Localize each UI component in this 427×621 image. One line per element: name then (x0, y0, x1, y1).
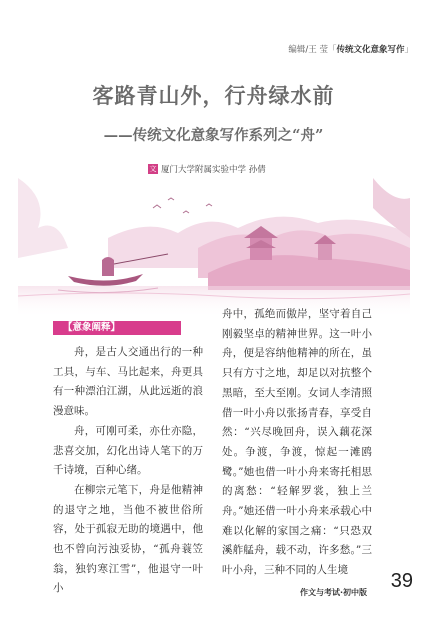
body-column-left (53, 343, 203, 599)
author-line (148, 163, 266, 175)
editor-credit: 编辑/王 莹 (288, 45, 328, 55)
article-title: 客路青山外，行舟绿水前 (92, 83, 335, 108)
article-subtitle: ——传统文化意象写作系列之“舟” (103, 127, 324, 144)
paragraph: 舟中，孤绝而傲岸，坚守着自己刚毅坚卓的精神世界。这一叶小舟，便是容纳他精神的所在，虽只有方寸之地，却足以对抗整个黑暗，至大至刚。女词人李清照借一叶小舟以张扬青春，享受自然：“兴尽晚回舟，误入藕花深处。争渡，争渡，惊起一滩鸥鹭。”她也借一叶小舟来寄托相思的离愁：“轻解罗裳，独上兰舟。”她还借一叶小舟来承载心中难以化解的家国之痛：“只恐双溪舴艋舟，载不动，许多愁。”三叶小舟，三种不同的人生境 (222, 308, 372, 577)
publication-name: 作文与考试·初中版 (299, 588, 367, 597)
column-name: 传统文化意象写作 (336, 45, 405, 55)
page-header: 编辑/王 莹「传统文化意象写作」 (288, 45, 413, 55)
boat-landscape-illustration (18, 178, 410, 318)
paragraph: 舟，可刚可柔，亦仕亦隐，悲喜交加，幻化出诗人笔下的万千诗境，百种心绪。 (53, 424, 203, 477)
author-badge: 文 (149, 165, 157, 173)
paragraph: 舟，是古人交通出行的一种工具，与车、马比起来，舟更具有一种漂泊江湖，从此远逝的浪漫意味。 (53, 346, 203, 418)
page-number: 39 (390, 570, 413, 592)
section-tag: 【意象阐释】 (53, 321, 181, 335)
author-name: 厦门大学附属实验中学 孙倩 (161, 165, 266, 175)
body-column-right (222, 305, 372, 581)
paragraph: 在柳宗元笔下，舟是他精神的退守之地，当他不被世俗所容，处于孤寂无助的境遇中，他也不曾向污浊妥协，“孤舟蓑笠翁，独钓寒江雪”，他退守一叶小 (53, 483, 203, 595)
